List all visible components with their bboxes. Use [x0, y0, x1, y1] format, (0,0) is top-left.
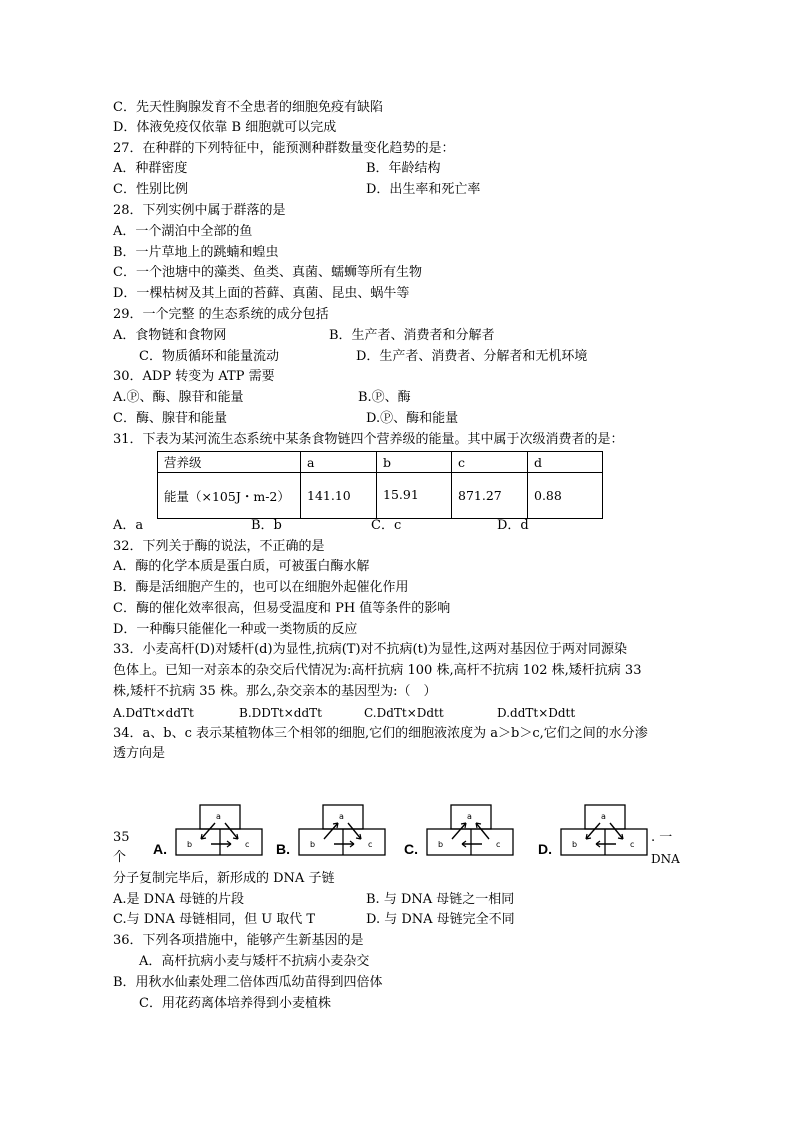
arrow-b-to-a — [452, 823, 466, 839]
arrow-b-to-a — [324, 823, 338, 839]
arrow-a-to-c — [348, 823, 361, 839]
arrow-c-to-a — [476, 823, 489, 839]
option-a: A.DdTt×ddTt — [113, 706, 194, 720]
option-a: A．种群密度 — [113, 161, 188, 176]
cell-a-label: a — [216, 812, 221, 821]
question-28: 28．下列实例中属于群落的是 — [113, 203, 286, 218]
option-c: C．c — [371, 518, 402, 533]
cell-a-label: a — [339, 812, 344, 821]
question-35-fragment: 个 — [113, 850, 127, 865]
cell-c-label: c — [496, 840, 501, 849]
option-c: C．用花药离体培养得到小麦植株 — [139, 996, 331, 1011]
option-b: B．b — [251, 518, 282, 533]
option-d: D.ddTt×Ddtt — [497, 706, 576, 720]
option-c: C.DdTt×Ddtt — [364, 706, 444, 720]
option-d: D．生产者、消费者、分解者和无机环境 — [356, 349, 588, 364]
option-a: A．食物链和食物网 — [113, 328, 227, 343]
table-cell: c — [452, 452, 528, 473]
option-b: B.Ⓟ、酶 — [358, 390, 411, 405]
cell-b-label: b — [438, 840, 444, 849]
option-a: A．高杆抗病小麦与矮杆不抗病小麦杂交 — [139, 954, 370, 969]
cell-b-label: b — [187, 840, 193, 849]
table-cell: 能量（×105J・m-2） — [158, 473, 301, 519]
table-cell: 15.91 — [377, 473, 452, 519]
option-a: A．a — [113, 518, 144, 533]
cell-diagram — [426, 803, 522, 859]
option-c: C．物质循环和能量流动 — [139, 349, 279, 364]
line: D．体液免疫仅依靠 B 细胞就可以完成 — [113, 120, 337, 135]
table-row — [158, 473, 603, 519]
option-d: D. 与 DNA 母链完全不同 — [366, 912, 515, 927]
question-33-line: 株,矮杆不抗病 35 株。那么,杂交亲本的基因型为:（ ） — [113, 684, 437, 699]
option-c: C.与 DNA 母链相同，但 U 取代 T — [113, 912, 316, 927]
option-b: B．一片草地上的跳蝻和蝗虫 — [113, 245, 279, 260]
arrow-a-to-b — [201, 823, 215, 839]
cell-a-label: a — [467, 812, 472, 821]
option-d: D.Ⓟ、酶和能量 — [366, 411, 459, 426]
question-35-fragment: DNA — [651, 852, 680, 866]
question-27: 27．在种群的下列特征中，能预测种群数量变化趋势的是： — [113, 141, 455, 156]
option-a: A．一个湖泊中全部的鱼 — [113, 224, 253, 239]
option-a: A．酶的化学本质是蛋白质，可被蛋白酶水解 — [113, 559, 370, 574]
question-34-line: 透方向是 — [113, 746, 166, 761]
option-b: B．用秋水仙素处理二倍体西瓜幼苗得到四倍体 — [113, 975, 383, 990]
question-35-fragment: . 一 — [651, 830, 673, 845]
question-33-line: 色体上。已知一对亲本的杂交后代情况为:高杆抗病 100 株,高杆不抗病 102 株,矮杆抗病 33 — [113, 663, 642, 678]
arrow-a-to-b — [586, 823, 600, 839]
option-b: B. 与 DNA 母链之一相同 — [366, 892, 515, 907]
diagram-label: A. — [153, 841, 167, 857]
cell-c-label: c — [630, 840, 635, 849]
cell-diagram — [298, 803, 394, 859]
question-36: 36．下列各项措施中，能够产生新基因的是 — [113, 933, 364, 948]
table-cell: 141.10 — [301, 473, 377, 519]
question-32: 32．下列关于酶的说法，不正确的是 — [113, 539, 325, 554]
option-b: B.DDTt×ddTt — [239, 706, 322, 720]
diagram-label: C. — [404, 841, 418, 857]
table-cell: 营养级 — [158, 452, 301, 473]
cell-c-label: c — [245, 840, 250, 849]
cell-diagram — [560, 803, 656, 859]
cell-diagram — [175, 803, 271, 859]
table-cell: 0.88 — [528, 473, 603, 519]
question-29: 29．一个完整 的生态系统的成分包括 — [113, 307, 329, 322]
option-b: B．酶是活细胞产生的，也可以在细胞外起催化作用 — [113, 580, 409, 595]
option-c: C．酶的催化效率很高，但易受温度和 PH 值等条件的影响 — [113, 601, 451, 616]
line: C．先天性胸腺发育不全患者的细胞免疫有缺陷 — [113, 100, 383, 115]
cell-c-label: c — [368, 840, 373, 849]
diagram-label: B. — [276, 841, 290, 857]
diagram-label: D. — [538, 841, 552, 857]
table-cell: b — [377, 452, 452, 473]
option-d: D．一棵枯树及其上面的苔藓、真菌、昆虫、蜗牛等 — [113, 286, 410, 301]
cell-b-label: b — [310, 840, 316, 849]
cell-a-label: a — [601, 812, 606, 821]
option-b: B．生产者、消费者和分解者 — [329, 328, 495, 343]
option-b: B．年龄结构 — [366, 161, 441, 176]
table-cell: a — [301, 452, 377, 473]
question-35: 分子复制完毕后，新形成的 DNA 子链 — [113, 871, 335, 886]
option-d: D．一种酶只能催化一种或一类物质的反应 — [113, 622, 358, 637]
table-cell: 871.27 — [452, 473, 528, 519]
question-31: 31．下表为某河流生态系统中某条食物链四个营养级的能量。其中属于次级消费者的是： — [113, 432, 624, 447]
option-c: C．酶、腺苷和能量 — [113, 411, 227, 426]
option-c: C．性别比例 — [113, 182, 188, 197]
arrow-a-to-c — [610, 823, 623, 839]
question-34: 34．a、b、c 表示某植物体三个相邻的细胞,它们的细胞液浓度为 a＞b＞c,它们之间的水分渗 — [113, 726, 648, 741]
arrow-a-to-c — [225, 823, 238, 839]
option-c: C．一个池塘中的藻类、鱼类、真菌、蠕蛳等所有生物 — [113, 265, 422, 280]
cell-b-label: b — [572, 840, 578, 849]
option-d: D．出生率和死亡率 — [366, 182, 481, 197]
question-35-number: 35 — [113, 830, 130, 845]
energy-table — [157, 451, 603, 519]
question-33: 33．小麦高杆(D)对矮杆(d)为显性,抗病(T)对不抗病(t)为显性,这两对基因位于两对同源染 — [113, 642, 628, 657]
question-30: 30．ADP 转变为 ATP 需要 — [113, 369, 275, 384]
option-a: A.Ⓟ、酶、腺苷和能量 — [113, 390, 244, 405]
table-header-row — [158, 452, 603, 473]
table-cell: d — [528, 452, 603, 473]
option-d: D．d — [497, 518, 529, 533]
option-a: A.是 DNA 母链的片段 — [113, 892, 244, 907]
